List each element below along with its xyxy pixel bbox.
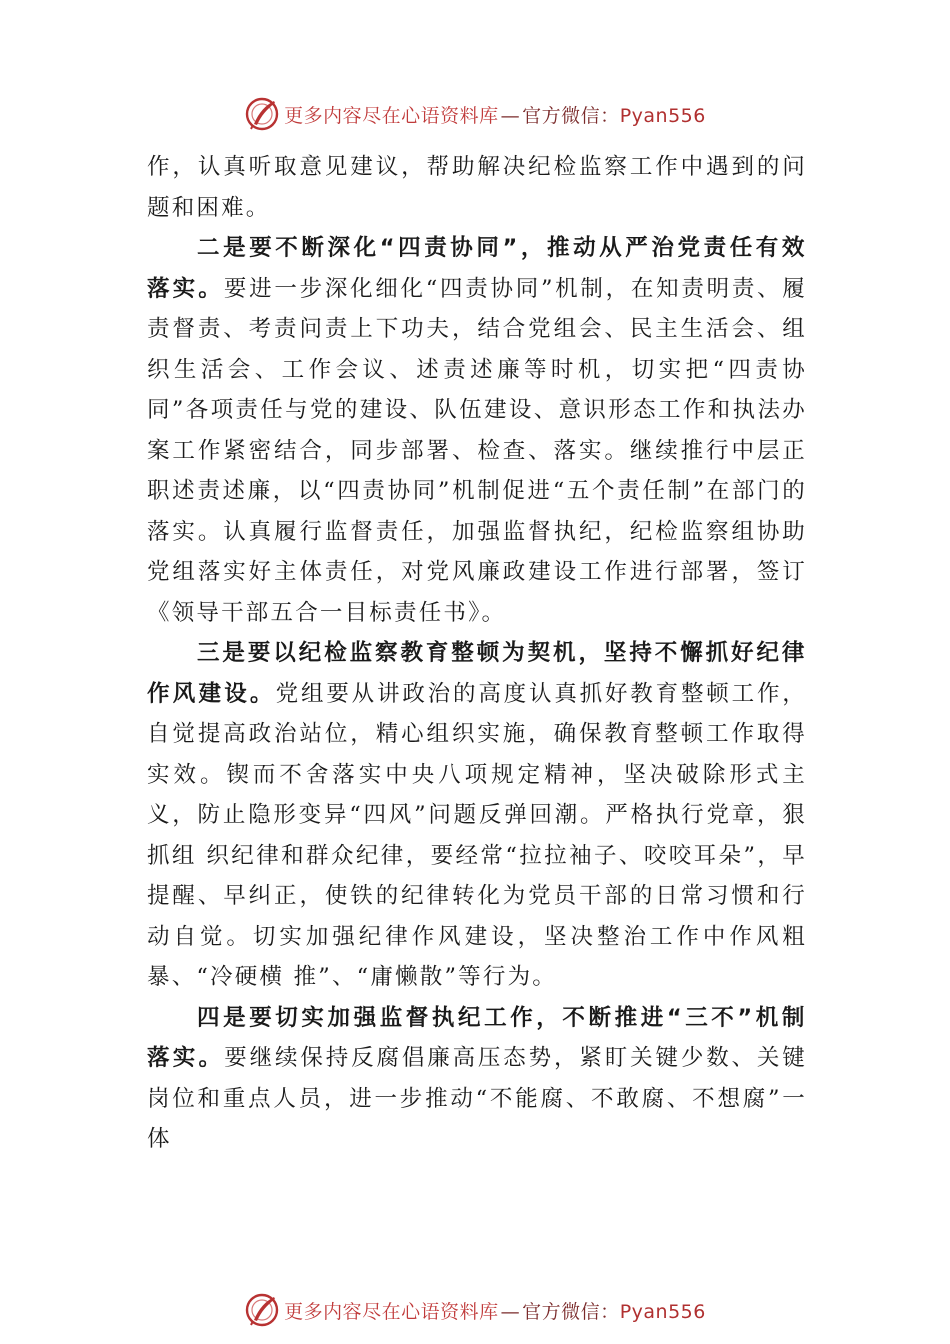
footer-wechat-label: 官方微信： (522, 1300, 620, 1323)
header-wechat-id: Pyan556 (619, 104, 706, 127)
section-heading: 四是要切实加强监督执纪工作，不断推进“三不”机制落实。 (147, 1004, 807, 1071)
quill-logo-icon (244, 1292, 280, 1328)
header-wechat-label: 官方微信： (522, 104, 620, 127)
section-heading: 三是要以纪检监察教育整顿为契机，坚持不懈抓好纪律作风建设。 (147, 640, 807, 707)
section-heading: 二是要不断深化“四责协同”，推动从严治党责任有效落实。 (147, 235, 807, 302)
footer-wechat-id: Pyan556 (619, 1300, 706, 1323)
header-watermark-banner (0, 94, 950, 134)
footer-watermark-banner (0, 1290, 950, 1330)
paragraph-text: 作，认真听取意见建议，帮助解决纪检监察工作中遇到的问题和困难。 (147, 154, 807, 221)
paragraph-section-three (147, 633, 807, 998)
paragraph-section-four (147, 998, 807, 1160)
document-body (147, 147, 807, 1160)
header-site-name: 更多内容尽在心语资料库 (284, 104, 499, 127)
paragraph-text: 要继续保持反腐倡廉高压态势，紧盯关键少数、关键岗位和重点人员，进一步推动“不能腐、不敢腐、不想腐”一体 (147, 1045, 807, 1152)
header-separator: — (500, 104, 521, 127)
paragraph-text: 要进一步深化细化“四责协同”机制，在知责明责、履责督责、考责问责上下功夫，结合党组会、民主生活会、组织生活会、工作会议、述责述廉等时机，切实把“四责协同”各项责任与党的建设、队伍建设、意识形态工作和执法办案工作紧密结合，同步部署、检查、落实。继续推行中层正职述责述廉，以“四责协同”机制促进“五个责任制”在部门的落实。认真履行监督责任，加强监督执纪，纪检监察组协助党组落实好主体责任，对党风廉政建设工作进行部署，签订《领导干部五合一目标责任书》。 (147, 275, 807, 626)
footer-site-name: 更多内容尽在心语资料库 (284, 1300, 499, 1323)
paragraph-section-two (147, 228, 807, 633)
footer-separator: — (500, 1300, 521, 1323)
paragraph-text: 党组要从讲政治的高度认真抓好教育整顿工作，自觉提高政治站位，精心组织实施，确保教育整顿工作取得实效。锲而不舍落实中央八项规定精神，坚决破除形式主义，防止隐形变异“四风”问题反弹回潮。严格执行党章，狠抓组 织纪律和群众纪律，要经常“拉拉袖子、咬咬耳朵”，早提醒、早纠正，使铁的纪律转化为党员干部的日常习惯和行动自觉。切实加强纪律作风建设，坚决整治工作中作风粗暴、“冷硬横 推”、“庸懒散”等行为。 (147, 680, 807, 990)
footer-watermark-text (284, 1297, 706, 1324)
header-watermark-text (284, 101, 706, 128)
paragraph-continuation (147, 147, 807, 228)
quill-logo-icon (244, 96, 280, 132)
